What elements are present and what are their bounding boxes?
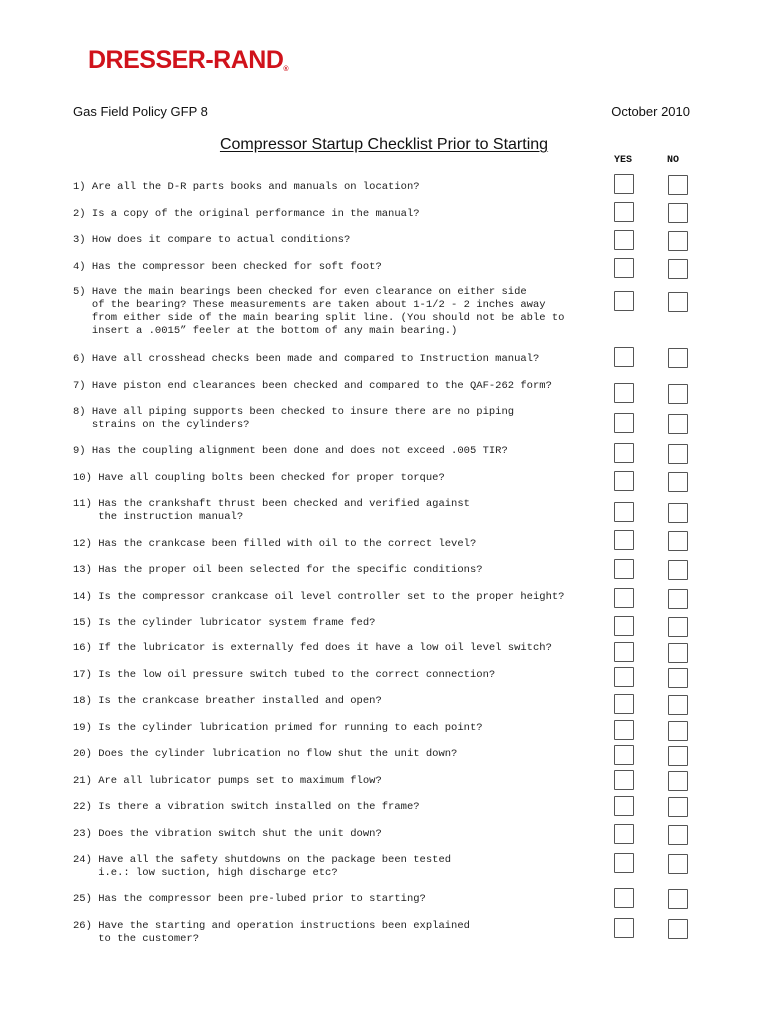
no-checkbox[interactable] — [668, 384, 688, 404]
checklist-question: 1) Are all the D-R parts books and manuals on location? — [73, 181, 420, 193]
yes-checkbox[interactable] — [614, 918, 634, 938]
no-checkbox[interactable] — [668, 721, 688, 741]
yes-checkbox[interactable] — [614, 588, 634, 608]
yes-checkbox[interactable] — [614, 258, 634, 278]
logo-text: DRESSER-RAND — [88, 46, 284, 74]
no-checkbox[interactable] — [668, 617, 688, 637]
yes-checkbox[interactable] — [614, 347, 634, 367]
yes-checkbox[interactable] — [614, 796, 634, 816]
checklist-question: 15) Is the cylinder lubricator system frame fed? — [73, 617, 376, 629]
checklist-question: 25) Has the compressor been pre-lubed prior to starting? — [73, 893, 426, 905]
no-checkbox[interactable] — [668, 231, 688, 251]
yes-checkbox[interactable] — [614, 202, 634, 222]
checklist-question: 20) Does the cylinder lubrication no flow shut the unit down? — [73, 748, 458, 760]
registered-mark: ® — [283, 66, 289, 73]
checklist-question: 3) How does it compare to actual conditions? — [73, 234, 351, 246]
no-column-header: NO — [667, 155, 680, 166]
checklist-question: 5) Have the main bearings been checked for even clearance on either side of the bearing? These measurements are taken about 1-1/2 - 2 inches away from either side of the main bearing split line. (You should not be able to insert a .0015” feeler at the bottom of any main bearing.) — [73, 286, 565, 337]
checklist-question: 26) Have the starting and operation instructions been explained to the customer? — [73, 920, 470, 945]
yes-checkbox[interactable] — [614, 530, 634, 550]
yes-checkbox[interactable] — [614, 720, 634, 740]
no-checkbox[interactable] — [668, 560, 688, 580]
checklist-question: 13) Has the proper oil been selected for the specific conditions? — [73, 564, 483, 576]
no-checkbox[interactable] — [668, 531, 688, 551]
yes-checkbox[interactable] — [614, 667, 634, 687]
checklist-question: 4) Has the compressor been checked for soft foot? — [73, 261, 382, 273]
no-checkbox[interactable] — [668, 771, 688, 791]
no-checkbox[interactable] — [668, 348, 688, 368]
checklist-question: 2) Is a copy of the original performance in the manual? — [73, 208, 420, 220]
yes-checkbox[interactable] — [614, 502, 634, 522]
no-checkbox[interactable] — [668, 414, 688, 434]
yes-checkbox[interactable] — [614, 853, 634, 873]
no-checkbox[interactable] — [668, 472, 688, 492]
yes-checkbox[interactable] — [614, 383, 634, 403]
checklist-question: 11) Has the crankshaft thrust been checked and verified against the instruction manual? — [73, 498, 470, 523]
policy-label: Gas Field Policy GFP 8 — [73, 104, 208, 119]
yes-checkbox[interactable] — [614, 888, 634, 908]
page-title — [0, 136, 768, 154]
checklist-question: 8) Have all piping supports been checked to insure there are no piping strains on the cylinders? — [73, 406, 515, 431]
checklist-question: 23) Does the vibration switch shut the unit down? — [73, 828, 382, 840]
page-title-text: Compressor Startup Checklist Prior to Starting — [219, 136, 549, 153]
checklist-question: 18) Is the crankcase breather installed and open? — [73, 695, 382, 707]
no-checkbox[interactable] — [668, 175, 688, 195]
checklist-question: 6) Have all crosshead checks been made and compared to Instruction manual? — [73, 353, 540, 365]
no-checkbox[interactable] — [668, 746, 688, 766]
checklist-question: 24) Have all the safety shutdowns on the package been tested i.e.: low suction, high discharge etc? — [73, 854, 452, 879]
checklist-question: 21) Are all lubricator pumps set to maximum flow? — [73, 775, 382, 787]
no-checkbox[interactable] — [668, 503, 688, 523]
no-checkbox[interactable] — [668, 589, 688, 609]
yes-column-header: YES — [614, 155, 633, 166]
yes-checkbox[interactable] — [614, 824, 634, 844]
document-date: October 2010 — [611, 104, 690, 119]
no-checkbox[interactable] — [668, 203, 688, 223]
checklist-question: 17) Is the low oil pressure switch tubed to the correct connection? — [73, 669, 496, 681]
yes-checkbox[interactable] — [614, 770, 634, 790]
yes-checkbox[interactable] — [614, 174, 634, 194]
no-checkbox[interactable] — [668, 854, 688, 874]
no-checkbox[interactable] — [668, 444, 688, 464]
checklist-question: 22) Is there a vibration switch installed on the frame? — [73, 801, 420, 813]
checklist-question: 7) Have piston end clearances been checked and compared to the QAF-262 form? — [73, 380, 552, 392]
checklist-question: 9) Has the coupling alignment been done and does not exceed .005 TIR? — [73, 445, 508, 457]
checklist-question: 10) Have all coupling bolts been checked for proper torque? — [73, 472, 445, 484]
company-logo — [88, 48, 288, 73]
no-checkbox[interactable] — [668, 695, 688, 715]
no-checkbox[interactable] — [668, 259, 688, 279]
no-checkbox[interactable] — [668, 889, 688, 909]
no-checkbox[interactable] — [668, 643, 688, 663]
yes-checkbox[interactable] — [614, 230, 634, 250]
yes-checkbox[interactable] — [614, 642, 634, 662]
yes-checkbox[interactable] — [614, 413, 634, 433]
no-checkbox[interactable] — [668, 797, 688, 817]
no-checkbox[interactable] — [668, 668, 688, 688]
yes-checkbox[interactable] — [614, 559, 634, 579]
yes-checkbox[interactable] — [614, 616, 634, 636]
checklist-question: 19) Is the cylinder lubrication primed for running to each point? — [73, 722, 483, 734]
checklist-question: 16) If the lubricator is externally fed does it have a low oil level switch? — [73, 642, 552, 654]
no-checkbox[interactable] — [668, 292, 688, 312]
yes-checkbox[interactable] — [614, 443, 634, 463]
no-checkbox[interactable] — [668, 919, 688, 939]
yes-checkbox[interactable] — [614, 694, 634, 714]
yes-checkbox[interactable] — [614, 471, 634, 491]
no-checkbox[interactable] — [668, 825, 688, 845]
checklist-question: 12) Has the crankcase been filled with oil to the correct level? — [73, 538, 477, 550]
yes-checkbox[interactable] — [614, 745, 634, 765]
checklist-question: 14) Is the compressor crankcase oil level controller set to the proper height? — [73, 591, 565, 603]
yes-checkbox[interactable] — [614, 291, 634, 311]
